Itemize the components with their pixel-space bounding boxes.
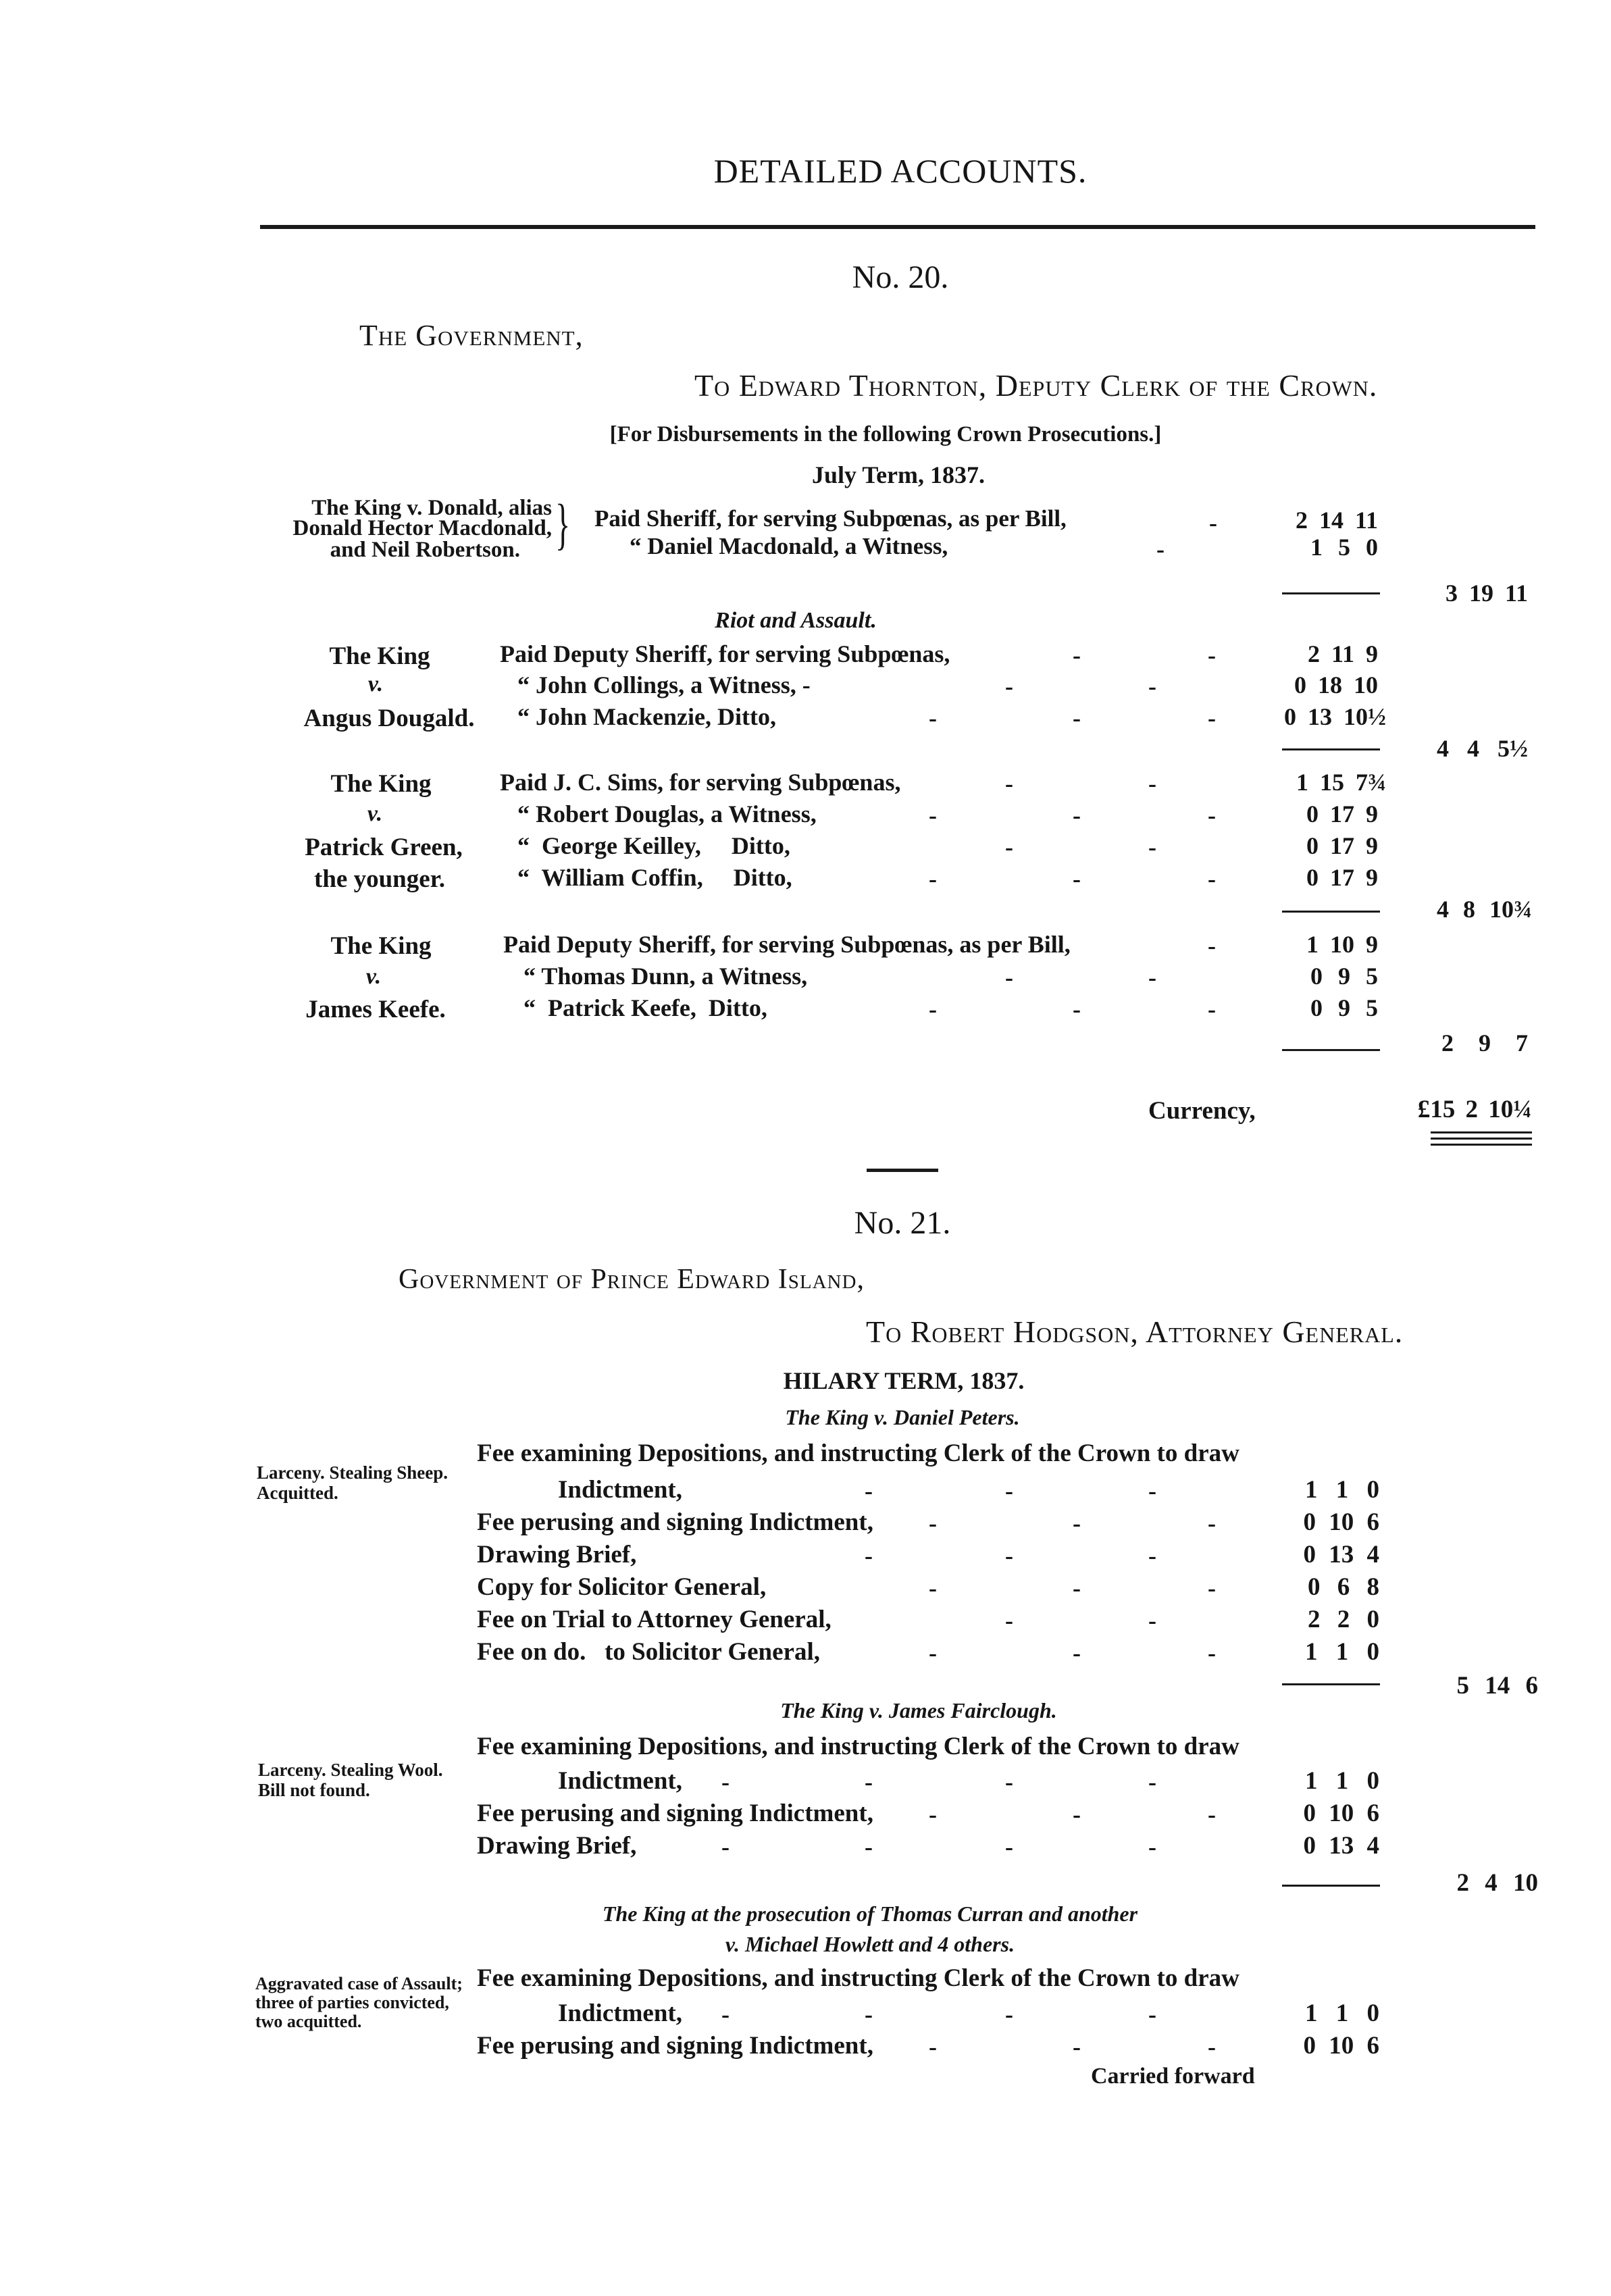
case-title-line: and Neil Robertson. bbox=[330, 538, 520, 562]
line-amount: 1 1 0 bbox=[1305, 1999, 1379, 2027]
leader-dash: - bbox=[1208, 1510, 1216, 1537]
line-amount: 0 6 8 bbox=[1308, 1573, 1379, 1601]
leader-dash: - bbox=[865, 1542, 873, 1569]
leader-dash: - bbox=[1005, 770, 1013, 797]
page-title: DETAILED ACCOUNTS. bbox=[713, 152, 1088, 190]
line-amount: 0 9 5 bbox=[1310, 994, 1378, 1021]
case-title-line: v. bbox=[367, 671, 384, 696]
leader-dash: - bbox=[1005, 673, 1013, 700]
leader-dash: - bbox=[929, 705, 937, 732]
line-amount: 2 2 0 bbox=[1308, 1606, 1379, 1633]
account-20-party: The Government, bbox=[359, 319, 584, 352]
carried-forward-label: Carried forward bbox=[1091, 2064, 1255, 2089]
case-title-line: James Keefe. bbox=[305, 996, 446, 1023]
leader-dash: - bbox=[865, 1477, 873, 1504]
total-rule bbox=[1282, 1049, 1380, 1051]
leader-dash: - bbox=[929, 1510, 937, 1537]
total-rule bbox=[1431, 1144, 1532, 1146]
case-title-line: Patrick Green, bbox=[305, 834, 463, 861]
leader-dash: - bbox=[1073, 865, 1081, 892]
leader-dash: - bbox=[1073, 2033, 1081, 2060]
line-desc: Fee examining Depositions, and instructing Clerk of the Crown to draw bbox=[477, 1964, 1239, 1992]
leader-dash: - bbox=[929, 865, 937, 892]
case-note: Aggravated case of Assault; three of parties convicted, two acquitted. bbox=[255, 1974, 463, 2031]
line-desc: Fee perusing and signing Indictment, bbox=[477, 1508, 873, 1536]
case-note: Larceny. Stealing Wool. Bill not found. bbox=[258, 1760, 443, 1800]
line-desc: Fee perusing and signing Indictment, bbox=[477, 2032, 873, 2060]
line-amount: 0 9 5 bbox=[1310, 963, 1378, 990]
line-amount: 0 18 10 bbox=[1294, 671, 1378, 698]
leader-dash: - bbox=[1073, 996, 1081, 1023]
leader-dash: - bbox=[1148, 770, 1156, 797]
leader-dash: - bbox=[865, 2001, 873, 2028]
line-desc: “ Daniel Macdonald, a Witness, bbox=[630, 533, 948, 559]
leader-dash: - bbox=[1208, 705, 1216, 732]
case-heading: The King v. Daniel Peters. bbox=[785, 1405, 1020, 1429]
line-amount: 1 1 0 bbox=[1305, 1767, 1379, 1795]
total-rule bbox=[1431, 1131, 1532, 1133]
leader-dash: - bbox=[1005, 1542, 1013, 1569]
leader-dash: - bbox=[1148, 1768, 1156, 1795]
leader-dash: - bbox=[1208, 802, 1216, 829]
currency-label: Currency, bbox=[1148, 1097, 1256, 1125]
leader-dash: - bbox=[1073, 1639, 1081, 1666]
total-rule bbox=[1282, 1683, 1380, 1685]
account-21-term: HILARY TERM, 1837. bbox=[783, 1367, 1025, 1394]
case-title-line: v. bbox=[367, 801, 383, 826]
line-desc: Fee on do. to Solicitor General, bbox=[477, 1638, 820, 1666]
brace-icon: } bbox=[555, 493, 571, 556]
leader-dash: - bbox=[1005, 1833, 1013, 1860]
line-desc: “ Thomas Dunn, a Witness, bbox=[523, 963, 808, 990]
leader-dash: - bbox=[1073, 642, 1081, 669]
case-note: Larceny. Stealing Sheep. Acquitted. bbox=[257, 1462, 449, 1503]
case-title-line: Angus Dougald. bbox=[303, 705, 475, 732]
case-total: 5 14 6 bbox=[1456, 1672, 1538, 1700]
account-20-purpose: [For Disbursements in the following Crown Prosecutions.] bbox=[609, 422, 1162, 447]
line-desc: “ George Keilley, Ditto, bbox=[517, 832, 790, 859]
leader-dash: - bbox=[929, 996, 937, 1023]
line-desc: Fee perusing and signing Indictment, bbox=[477, 1800, 873, 1827]
leader-dash: - bbox=[1156, 536, 1165, 563]
leader-dash: - bbox=[1005, 1607, 1013, 1634]
leader-dash: - bbox=[1148, 1477, 1156, 1504]
line-desc: Drawing Brief, bbox=[477, 1541, 637, 1568]
leader-dash: - bbox=[1208, 932, 1216, 959]
case-heading: The King v. James Fairclough. bbox=[780, 1698, 1057, 1723]
total-rule bbox=[1431, 1138, 1532, 1140]
leader-dash: - bbox=[1005, 2001, 1013, 2028]
case-heading: v. Michael Howlett and 4 others. bbox=[725, 1932, 1015, 1956]
line-desc: “ John Mackenzie, Ditto, bbox=[517, 703, 776, 730]
line-amount: 1 1 0 bbox=[1305, 1476, 1379, 1504]
leader-dash: - bbox=[1073, 705, 1081, 732]
leader-dash: - bbox=[1148, 1542, 1156, 1569]
case-title-line: The King bbox=[330, 932, 432, 960]
case-title-line: The King bbox=[329, 642, 430, 670]
leader-dash: - bbox=[1148, 673, 1156, 700]
leader-dash: - bbox=[929, 1639, 937, 1666]
line-desc: Fee examining Depositions, and instructing Clerk of the Crown to draw bbox=[477, 1439, 1239, 1467]
line-amount: 0 10 6 bbox=[1303, 1508, 1379, 1536]
line-amount: 2 11 9 bbox=[1307, 640, 1378, 667]
line-desc: Fee on Trial to Attorney General, bbox=[477, 1606, 832, 1633]
leader-dash: - bbox=[1005, 964, 1013, 991]
grand-total: £15 2 10¼ bbox=[1417, 1096, 1532, 1123]
account-20-payee: To Edward Thornton, Deputy Clerk of the Crown. bbox=[694, 368, 1378, 403]
leader-dash: - bbox=[929, 1801, 937, 1828]
line-desc: Fee examining Depositions, and instructing Clerk of the Crown to draw bbox=[477, 1733, 1239, 1760]
leader-dash: - bbox=[1148, 2001, 1156, 2028]
line-amount: 0 13 4 bbox=[1303, 1832, 1379, 1860]
leader-dash: - bbox=[1148, 1607, 1156, 1634]
account-20-number: No. 20. bbox=[852, 259, 949, 295]
line-desc: Paid Deputy Sheriff, for serving Subpœnas, bbox=[500, 640, 950, 667]
case-total: 4 8 10¾ bbox=[1437, 896, 1532, 923]
line-amount: 0 13 4 bbox=[1303, 1541, 1379, 1568]
leader-dash: - bbox=[1208, 1801, 1216, 1828]
leader-dash: - bbox=[865, 1833, 873, 1860]
total-rule bbox=[1282, 748, 1380, 750]
case-total: 3 19 11 bbox=[1445, 580, 1528, 607]
line-desc: Copy for Solicitor General, bbox=[477, 1573, 767, 1601]
line-desc: Paid J. C. Sims, for serving Subpœnas, bbox=[500, 769, 901, 796]
account-21-payee: To Robert Hodgson, Attorney General. bbox=[866, 1315, 1404, 1349]
leader-dash: - bbox=[1073, 1575, 1081, 1602]
leader-dash: - bbox=[1148, 964, 1156, 991]
line-amount: 0 17 9 bbox=[1306, 864, 1378, 891]
line-desc: Paid Deputy Sheriff, for serving Subpœnas, as per Bill, bbox=[503, 931, 1071, 958]
account-20-term: July Term, 1837. bbox=[811, 461, 986, 488]
case-title-line: the younger. bbox=[314, 865, 445, 893]
case-title-line: The King bbox=[330, 770, 432, 798]
leader-dash: - bbox=[721, 1833, 730, 1860]
line-desc: Indictment, bbox=[558, 1476, 682, 1504]
case-total: 2 4 10 bbox=[1456, 1869, 1538, 1897]
line-desc: Indictment, bbox=[558, 1767, 682, 1795]
leader-dash: - bbox=[1073, 1801, 1081, 1828]
leader-dash: - bbox=[1148, 834, 1156, 861]
line-amount: 0 17 9 bbox=[1306, 800, 1378, 827]
line-amount: 1 5 0 bbox=[1310, 534, 1378, 561]
leader-dash: - bbox=[1208, 1575, 1216, 1602]
line-amount: 2 14 11 bbox=[1295, 507, 1378, 534]
line-amount: 0 13 10½ bbox=[1284, 703, 1386, 730]
line-desc: Paid Sheriff, for serving Subpœnas, as per Bill, bbox=[594, 505, 1067, 532]
leader-dash: - bbox=[1208, 2033, 1216, 2060]
leader-dash: - bbox=[1208, 865, 1216, 892]
leader-dash: - bbox=[1073, 1510, 1081, 1537]
leader-dash: - bbox=[1209, 509, 1217, 536]
leader-dash: - bbox=[1208, 996, 1216, 1023]
leader-dash: - bbox=[929, 1575, 937, 1602]
leader-dash: - bbox=[865, 1768, 873, 1795]
leader-dash: - bbox=[929, 2033, 937, 2060]
case-heading: The King at the prosecution of Thomas Curran and another bbox=[602, 1902, 1138, 1926]
leader-dash: - bbox=[721, 1768, 730, 1795]
leader-dash: - bbox=[1208, 1639, 1216, 1666]
line-amount: 0 10 6 bbox=[1303, 2032, 1379, 2060]
leader-dash: - bbox=[1005, 1768, 1013, 1795]
leader-dash: - bbox=[1208, 642, 1216, 669]
line-desc: “ John Collings, a Witness, - bbox=[517, 671, 811, 698]
line-desc: “ Robert Douglas, a Witness, bbox=[517, 800, 817, 827]
leader-dash: - bbox=[1005, 834, 1013, 861]
total-rule bbox=[1282, 1885, 1380, 1887]
line-amount: 1 15 7¾ bbox=[1296, 769, 1386, 796]
line-desc: Drawing Brief, bbox=[477, 1832, 637, 1860]
case-title-line: Donald Hector Macdonald, bbox=[292, 516, 552, 540]
case-title-line: The King v. Donald, alias bbox=[311, 496, 552, 520]
section-heading-riot: Riot and Assault. bbox=[715, 608, 877, 633]
leader-dash: - bbox=[1148, 1833, 1156, 1860]
total-rule bbox=[1282, 911, 1380, 913]
leader-dash: - bbox=[1005, 1477, 1013, 1504]
line-amount: 1 10 9 bbox=[1306, 931, 1378, 958]
leader-dash: - bbox=[929, 802, 937, 829]
case-total: 2 9 7 bbox=[1441, 1029, 1528, 1056]
line-desc: “ Patrick Keefe, Ditto, bbox=[523, 994, 767, 1021]
case-title-line: v. bbox=[365, 964, 382, 989]
total-rule bbox=[1282, 592, 1380, 594]
leader-dash: - bbox=[721, 2001, 730, 2028]
account-21-party: Government of Prince Edward Island, bbox=[399, 1264, 865, 1295]
case-total: 4 4 5½ bbox=[1437, 735, 1528, 762]
line-desc: Indictment, bbox=[558, 1999, 682, 2027]
leader-dash: - bbox=[1073, 802, 1081, 829]
account-21-number: No. 21. bbox=[854, 1205, 951, 1241]
section-divider bbox=[867, 1169, 938, 1172]
line-desc: “ William Coffin, Ditto, bbox=[517, 864, 792, 891]
header-rule bbox=[260, 225, 1535, 229]
line-amount: 1 1 0 bbox=[1305, 1638, 1379, 1666]
line-amount: 0 10 6 bbox=[1303, 1800, 1379, 1827]
line-amount: 0 17 9 bbox=[1306, 832, 1378, 859]
